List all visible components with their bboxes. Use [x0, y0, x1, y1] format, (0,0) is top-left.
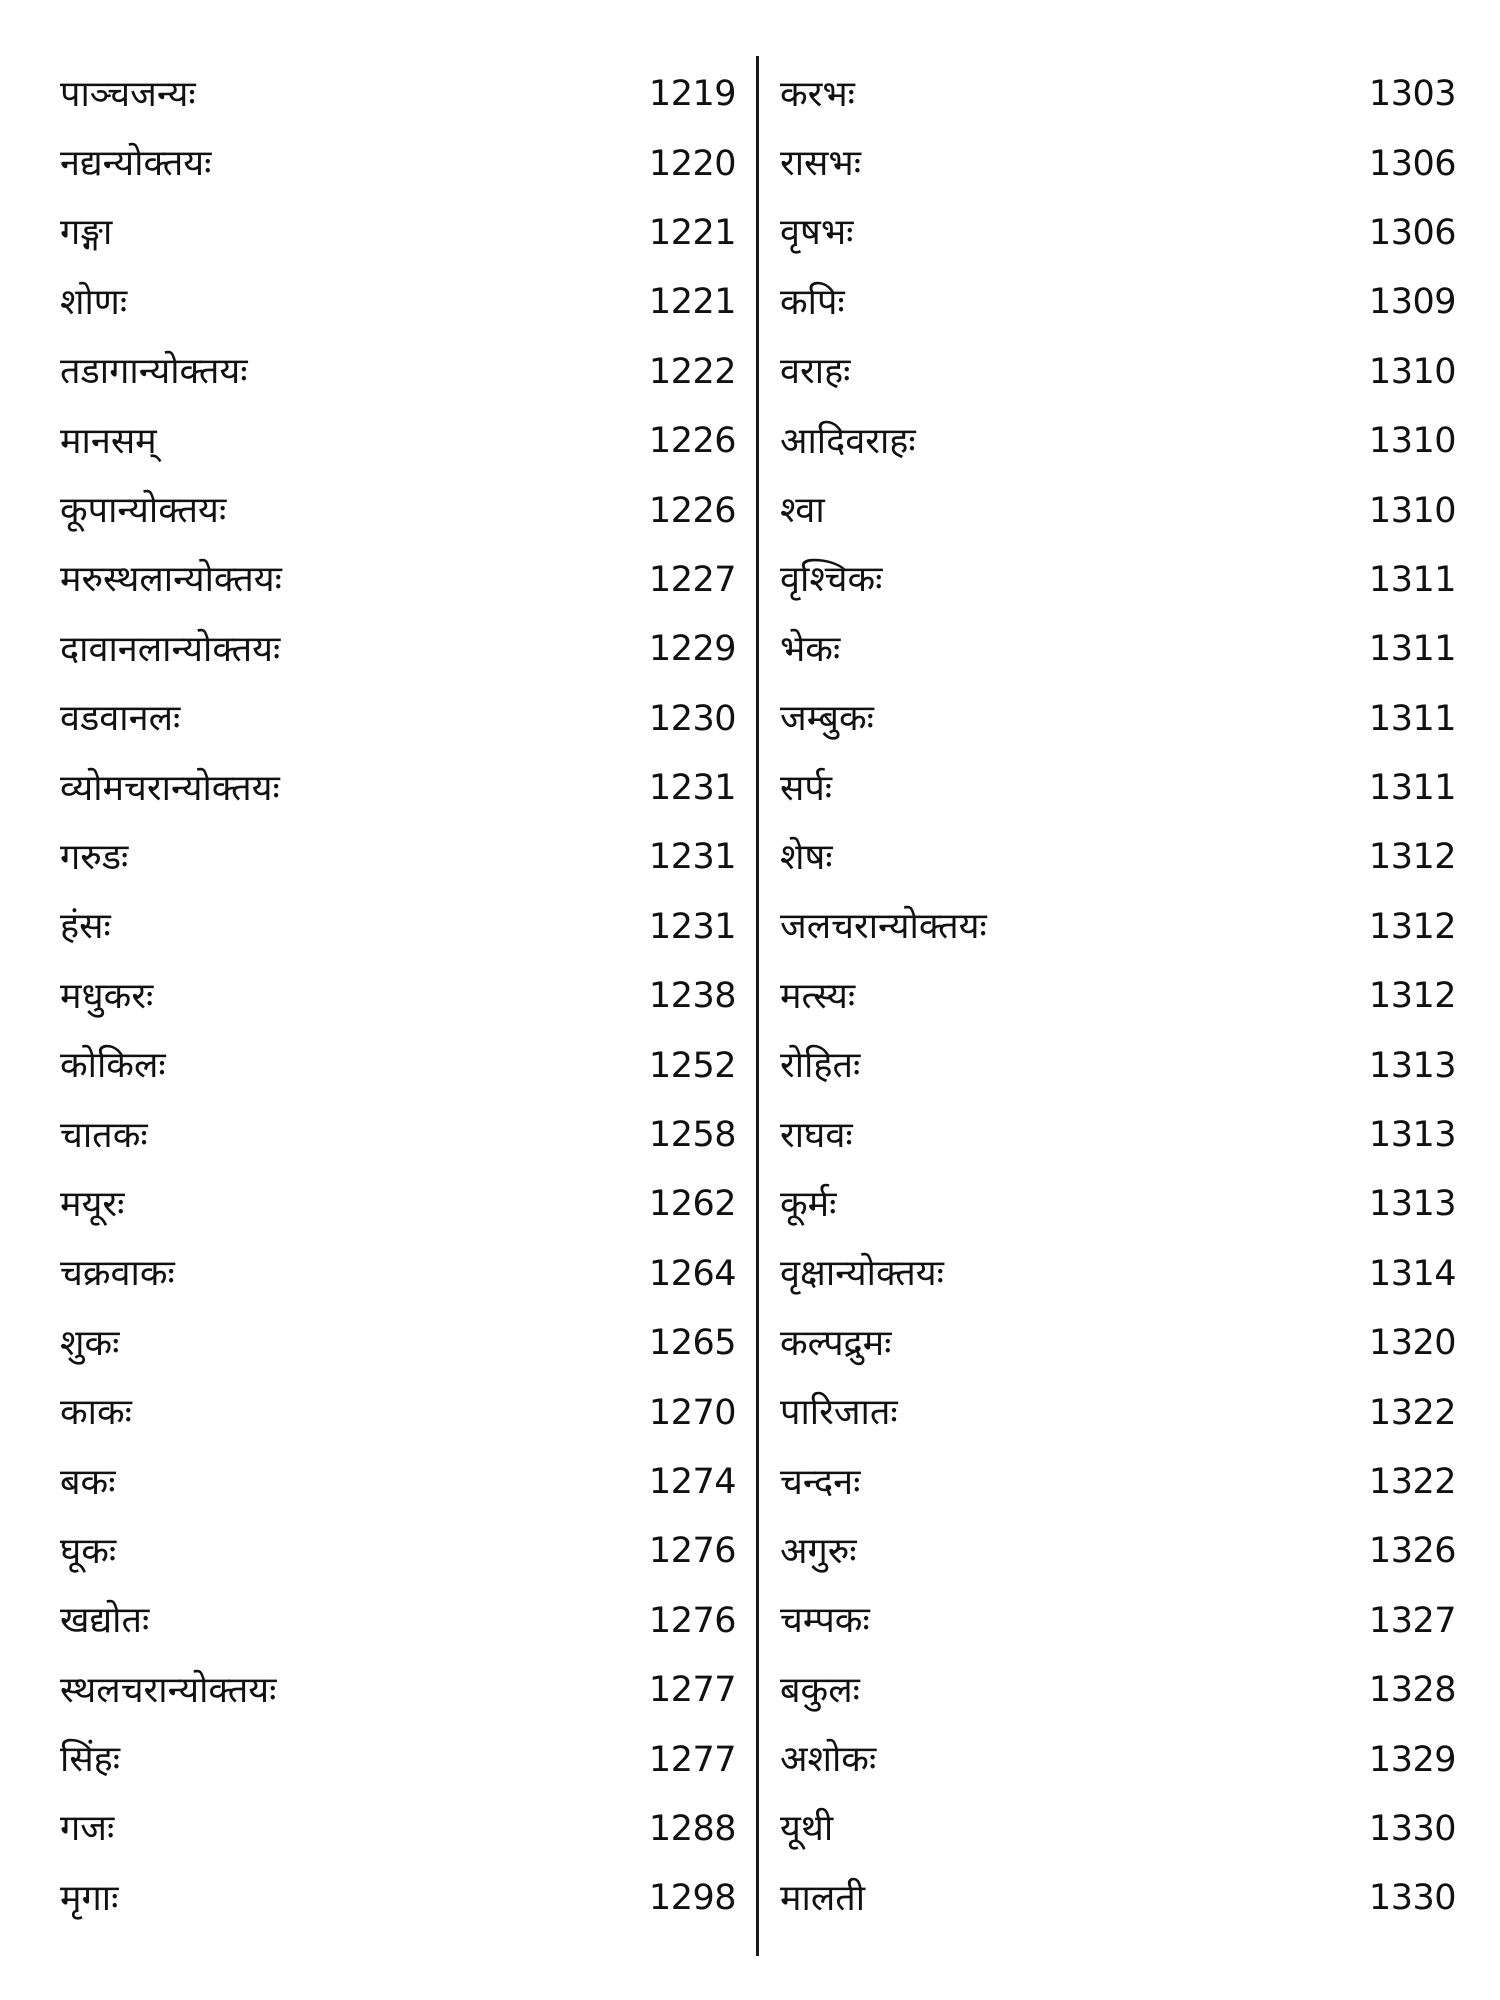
entry-page-number: 1231 — [648, 906, 736, 947]
entry-term: काकः — [60, 1392, 132, 1434]
index-entry — [60, 1240, 736, 1309]
entry-term: बकुलः — [780, 1669, 860, 1711]
entry-term: वृषभः — [780, 212, 854, 254]
entry-page-number: 1298 — [648, 1878, 736, 1919]
index-entry — [60, 1864, 736, 1933]
entry-term: कूर्मः — [780, 1183, 837, 1225]
index-entry — [780, 962, 1456, 1031]
entry-page-number: 1277 — [648, 1670, 736, 1711]
entry-page-number: 1310 — [1368, 421, 1456, 462]
entry-term: वडवानलः — [60, 698, 181, 740]
index-entry — [60, 129, 736, 198]
entry-term: गरुडः — [60, 836, 129, 878]
entry-page-number: 1288 — [648, 1808, 736, 1849]
index-entry — [780, 129, 1456, 198]
index-entry — [60, 1031, 736, 1100]
entry-page-number: 1310 — [1368, 351, 1456, 392]
entry-page-number: 1312 — [1368, 837, 1456, 878]
index-entry — [60, 1448, 736, 1517]
entry-page-number: 1265 — [648, 1323, 736, 1364]
index-entry — [780, 1517, 1456, 1586]
entry-term: सर्पः — [780, 767, 833, 809]
index-entry — [60, 615, 736, 684]
entry-term: चातकः — [60, 1114, 148, 1156]
entry-term: वृक्षान्योक्तयः — [780, 1253, 944, 1295]
index-entry — [780, 893, 1456, 962]
index-entry — [780, 1240, 1456, 1309]
entry-page-number: 1276 — [648, 1531, 736, 1572]
entry-page-number: 1229 — [648, 629, 736, 670]
entry-page-number: 1309 — [1368, 282, 1456, 323]
entry-term: वराहः — [780, 351, 851, 393]
entry-term: मानसम् — [60, 420, 157, 462]
entry-page-number: 1313 — [1368, 1184, 1456, 1225]
entry-page-number: 1306 — [1368, 212, 1456, 253]
entry-page-number: 1226 — [648, 490, 736, 531]
entry-term: शोणः — [60, 281, 128, 323]
index-entry — [60, 1378, 736, 1447]
entry-page-number: 1314 — [1368, 1253, 1456, 1294]
entry-term: व्योमचरान्योक्तयः — [60, 767, 280, 809]
index-entry — [780, 1448, 1456, 1517]
entry-term: भेकः — [780, 628, 841, 670]
entry-term: कूपान्योक्तयः — [60, 490, 227, 532]
entry-page-number: 1322 — [1368, 1462, 1456, 1502]
index-entry — [60, 60, 736, 129]
entry-page-number: 1320 — [1368, 1323, 1456, 1364]
index-entry — [780, 685, 1456, 754]
index-entry — [780, 546, 1456, 615]
entry-page-number: 1327 — [1368, 1600, 1456, 1641]
entry-term: वृश्चिकः — [780, 559, 883, 601]
entry-term: नद्यन्योक्तयः — [60, 143, 212, 185]
index-entry — [60, 1170, 736, 1239]
column-divider — [756, 56, 759, 1956]
index-entry — [780, 1170, 1456, 1239]
entry-term: पाञ्चजन्यः — [60, 73, 196, 115]
entry-term: शेषः — [780, 836, 833, 878]
entry-page-number: 1328 — [1368, 1670, 1456, 1711]
index-entry — [780, 1587, 1456, 1656]
entry-page-number: 1221 — [648, 282, 736, 323]
entry-term: चक्रवाकः — [60, 1253, 175, 1295]
entry-term: रोहितः — [780, 1045, 861, 1087]
entry-page-number: 1230 — [648, 698, 736, 739]
index-entry — [780, 823, 1456, 892]
index-entry — [780, 1725, 1456, 1794]
entry-page-number: 1310 — [1368, 490, 1456, 531]
entry-page-number: 1262 — [648, 1184, 736, 1225]
entry-page-number: 1312 — [1368, 976, 1456, 1017]
entry-page-number: 1220 — [648, 143, 736, 184]
entry-page-number: 1219 — [648, 74, 736, 115]
index-entry — [780, 1309, 1456, 1378]
index-entry — [780, 338, 1456, 407]
entry-page-number: 1222 — [648, 351, 736, 392]
entry-term: मरुस्थलान्योक्तयः — [60, 559, 282, 601]
entry-term: यूथी — [780, 1808, 834, 1850]
index-entry — [60, 1725, 736, 1794]
entry-term: राघवः — [780, 1114, 853, 1156]
entry-term: आदिवराहः — [780, 420, 916, 462]
index-entry — [780, 1378, 1456, 1447]
entry-page-number: 1311 — [1368, 559, 1456, 600]
entry-term: सिंहः — [60, 1739, 121, 1781]
entry-page-number: 1276 — [648, 1600, 736, 1641]
index-entry — [60, 407, 736, 476]
entry-page-number: 1238 — [648, 976, 736, 1017]
entry-page-number: 1231 — [648, 837, 736, 878]
entry-page-number: 1252 — [648, 1045, 736, 1086]
index-entry — [60, 685, 736, 754]
index-column-right — [780, 60, 1456, 1934]
index-entry — [60, 546, 736, 615]
entry-page-number: 1311 — [1368, 698, 1456, 739]
entry-term: श्वा — [780, 490, 825, 532]
entry-term: दावानलान्योक्तयः — [60, 628, 281, 670]
entry-term: अशोकः — [780, 1739, 877, 1781]
entry-page-number: 1231 — [648, 768, 736, 809]
entry-term: मालती — [780, 1877, 866, 1919]
entry-page-number: 1264 — [648, 1253, 736, 1294]
entry-term: खद्योतः — [60, 1600, 150, 1642]
index-entry — [780, 754, 1456, 823]
index-entry — [60, 1587, 736, 1656]
index-entry — [780, 407, 1456, 476]
entry-term: हंसः — [60, 906, 111, 948]
index-entry — [60, 1795, 736, 1864]
index-entry — [780, 476, 1456, 545]
entry-page-number: 1221 — [648, 212, 736, 253]
entry-page-number: 1326 — [1368, 1531, 1456, 1572]
entry-term: कल्पद्रुमः — [780, 1322, 892, 1364]
index-entry — [60, 1656, 736, 1725]
entry-page-number: 1322 — [1368, 1392, 1456, 1433]
index-entry — [60, 962, 736, 1031]
index-entry — [60, 1309, 736, 1378]
entry-page-number: 1329 — [1368, 1739, 1456, 1780]
index-entry — [780, 199, 1456, 268]
entry-term: मधुकरः — [60, 975, 154, 1017]
entry-term: अगुरुः — [780, 1530, 857, 1572]
entry-term: बकः — [60, 1461, 116, 1503]
entry-term: जलचरान्योक्तयः — [780, 906, 987, 948]
index-entry — [60, 754, 736, 823]
entry-term: मृगाः — [60, 1877, 119, 1919]
entry-page-number: 1311 — [1368, 629, 1456, 670]
entry-term: पारिजातः — [780, 1392, 898, 1434]
entry-term: कोकिलः — [60, 1045, 166, 1087]
entry-page-number: 1270 — [648, 1392, 736, 1433]
entry-page-number: 1306 — [1368, 143, 1456, 184]
index-entry — [780, 1795, 1456, 1864]
entry-page-number: 1277 — [648, 1739, 736, 1780]
index-entry — [60, 199, 736, 268]
entry-page-number: 1313 — [1368, 1115, 1456, 1156]
entry-term: कपिः — [780, 281, 845, 323]
entry-page-number: 1330 — [1368, 1878, 1456, 1919]
index-entry — [780, 1031, 1456, 1100]
entry-term: चम्पकः — [780, 1600, 870, 1642]
index-entry — [60, 338, 736, 407]
index-entry — [60, 893, 736, 962]
index-entry — [60, 1101, 736, 1170]
entry-term: रासभः — [780, 143, 861, 185]
index-entry — [60, 476, 736, 545]
entry-term: गङ्गा — [60, 212, 113, 254]
entry-term: करभः — [780, 73, 855, 115]
entry-page-number: 1303 — [1368, 74, 1456, 115]
entry-page-number: 1313 — [1368, 1045, 1456, 1086]
index-entry — [60, 823, 736, 892]
entry-page-number: 1227 — [648, 559, 736, 600]
entry-page-number: 1274 — [648, 1462, 736, 1502]
entry-page-number: 1312 — [1368, 906, 1456, 947]
index-entry — [60, 268, 736, 337]
entry-term: जम्बुकः — [780, 698, 874, 740]
entry-term: शुकः — [60, 1322, 120, 1364]
entry-term: मयूरः — [60, 1183, 125, 1225]
entry-term: स्थलचरान्योक्तयः — [60, 1669, 277, 1711]
index-entry — [780, 615, 1456, 684]
entry-page-number: 1226 — [648, 421, 736, 462]
entry-term: गजः — [60, 1808, 115, 1850]
index-entry — [780, 268, 1456, 337]
index-entry — [780, 1101, 1456, 1170]
entry-page-number: 1311 — [1368, 768, 1456, 809]
entry-page-number: 1258 — [648, 1115, 736, 1156]
index-entry — [60, 1517, 736, 1586]
entry-term: तडागान्योक्तयः — [60, 351, 248, 393]
entry-term: मत्स्यः — [780, 975, 856, 1017]
index-entry — [780, 1864, 1456, 1933]
entry-term: चन्दनः — [780, 1461, 861, 1503]
index-column-left — [60, 60, 736, 1934]
index-entry — [780, 1656, 1456, 1725]
index-entry — [780, 60, 1456, 129]
entry-page-number: 1330 — [1368, 1808, 1456, 1849]
entry-term: घूकः — [60, 1530, 117, 1572]
